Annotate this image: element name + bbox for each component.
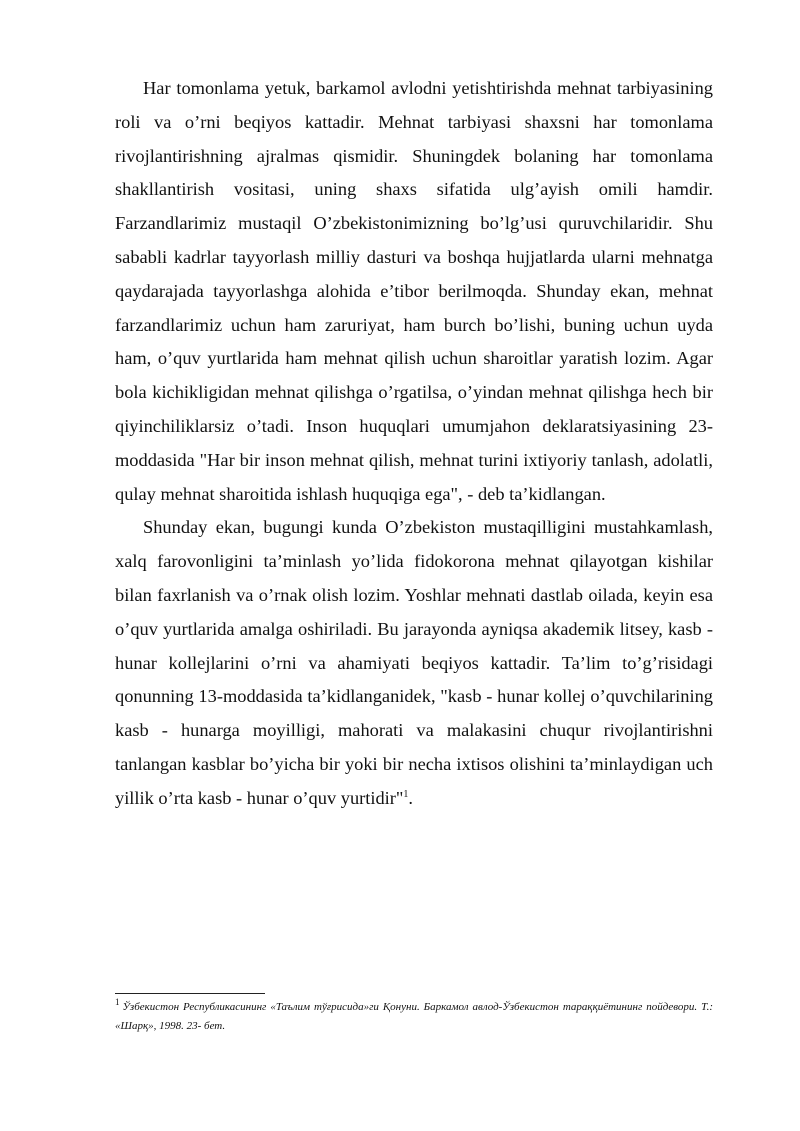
paragraph: Shunday ekan, bugungi kunda O’zbekiston mustaqilligini mustahkamlash, xalq farovonligini ta’minlash yo’lida fidokorona mehnat qilayotgan kishilar bilan faxrlanish va o’rnak olish lozim. Yoshlar mehnati dastlab oilada, keyin esa o’quv yurtlarida amalga oshiriladi. Bu jarayonda ayniqsa akademik litsey, kasb - hunar kollejlarini o’rni va ahamiyati beqiyos kattadir. Ta’lim to’g’risidagi qonunning 13-moddasida ta’kidlanganidek, "kasb - hunar kollej o’quvchilarining kasb - hunarga moyilligi, mahorati va malakasini chuqur rivojlantirishni tanlangan kasblar bo’yicha bir yoki bir necha ixtisos olishini ta’minlaydigan uch yillik o’rta kasb - hunar o’quv yurtidir"$^1$. (115, 517, 713, 808)
paragraph-text: Har tomonlama yetuk, barkamol avlodni yetishtirishda mehnat tarbiyasining roli va o’rni beqiyos kattadir. Mehnat tarbiyasi shaxsni har tomonlama rivojlantirishning ajralmas qismidir. Shuningdek bolaning har tomonlama shakllantirish vositasi, uning shaxs sifatida ulg’ayish omili hamdir. Farzandlarimiz mustaqil O’zbekistonimizning bo’lg’usi quruvchilaridir. Shu sababli kadrlar tayyorlash milliy dasturi va boshqa hujjatlarda ularni mehnatga qaydarajada tayyorlashga alohida e’tibor berilmoqda. Shunday ekan, mehnat farzandlarimiz uchun ham zaruriyat, ham burch bo’lishi, buning uchun uyda ham, o’quv yurtlarida ham mehnat qilish uchun sharoitlar yaratish lozim. Agar bola kichikligidan mehnat qilishga o’rgatilsa, o’yindan mehnat qilishga hech bir qiyinchiliklarsiz o’tadi. Inson huquqlari umumjahon deklaratsiyasining 23-moddasida "Har bir inson mehnat qilish, mehnat turini ixtiyoriy tanlash, adolatli, qulay mehnat sharoitida ishlash huquqiga ega", - deb ta’kidlangan. (115, 78, 713, 504)
footnote (115, 998, 713, 1036)
footnote-separator (115, 993, 265, 994)
paragraph-text: Shunday ekan, bugungi kunda O’zbekiston mustaqilligini mustahkamlash, xalq farovonligini ta’minlash yo’lida fidokorona mehnat qilayotgan kishilar bilan faxrlanish va o’rnak olish lozim. Yoshlar mehnati dastlab oilada, keyin esa o’quv yurtlarida amalga oshiriladi. Bu jarayonda ayniqsa akademik litsey, kasb - hunar kollejlarini o’rni va ahamiyati beqiyos kattadir. Ta’lim to’g’risidagi qonunning 13-moddasida ta’kidlanganidek, "kasb - hunar kollej o’quvchilarining kasb - hunarga moyilligi, mahorati va malakasini chuqur rivojlantirishni tanlangan kasblar bo’yicha bir yoki bir necha ixtisos olishini ta’minlaydigan uch yillik o’rta kasb - hunar o’quv yurtidir" (115, 517, 713, 808)
footnote-reference[interactable]: 1 (403, 788, 409, 800)
footnote-number: 1 (115, 997, 120, 1008)
body-text (115, 72, 713, 816)
paragraph (115, 72, 713, 511)
footnote-text: Ўзбекистон Республикасининг «Таълим тўғрисида»ги Қонуни. Баркамол авлод-Ўзбекистон тараққиётининг пойдевори. Т.: «Шарқ», 1998. 23- бет. (115, 1001, 713, 1032)
